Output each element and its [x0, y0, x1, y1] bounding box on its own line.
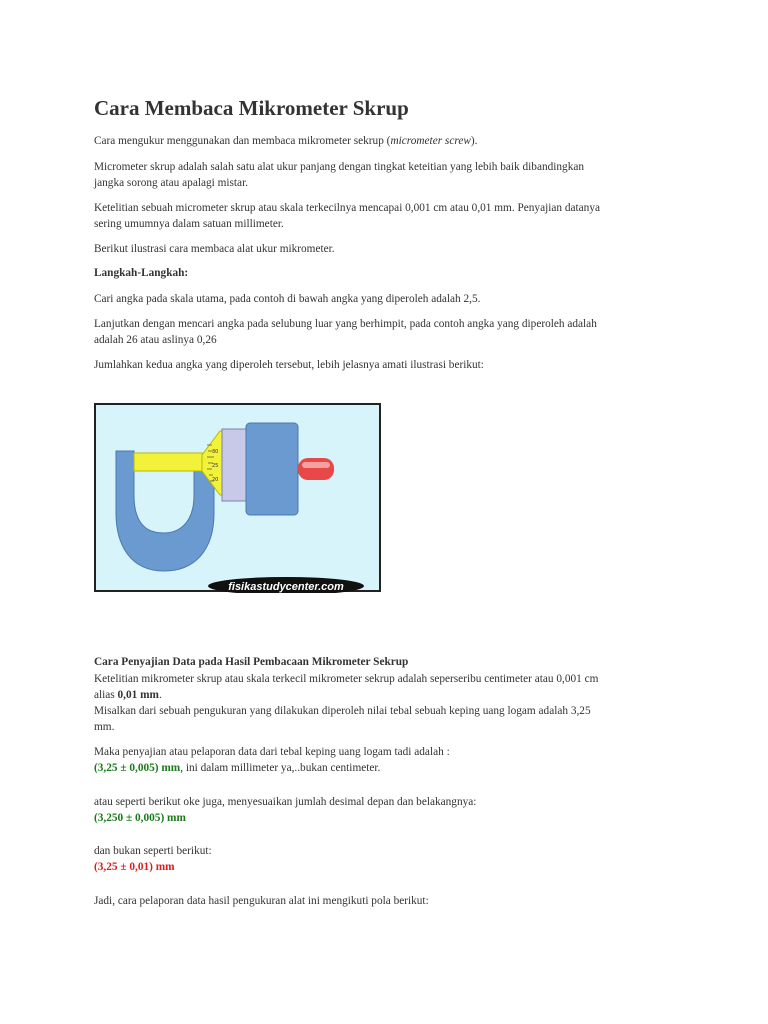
- micrometer-drawing: [94, 403, 382, 593]
- spindle: [134, 453, 209, 471]
- step-3: Jumlahkan kedua angka yang diperoleh tersebut, lebih jelasnya amati ilustrasi berikut:: [94, 359, 484, 371]
- precision-paragraph: [94, 200, 684, 232]
- step-2: [94, 316, 684, 348]
- alternative-intro: atau seperti berikut oke juga, menyesuaikan jumlah desimal depan dan belakangnya:: [94, 796, 477, 808]
- report-value-correct: (3,25 ± 0,005) mm: [94, 762, 181, 774]
- intro-paragraph: [94, 133, 684, 149]
- scale-number-3: 20: [212, 477, 219, 483]
- wrong-intro: dan bukan seperti berikut:: [94, 845, 212, 857]
- report-paragraph: [94, 744, 684, 776]
- report-value-wrong: (3,25 ± 0,01) mm: [94, 861, 175, 873]
- section-p1-line-2-suffix: .: [158, 689, 162, 701]
- precision-line-2: sering umumnya dalam satuan millimeter.: [94, 218, 284, 230]
- step-2-line-2: adalah 26 atau aslinya 0,26: [94, 334, 217, 346]
- watermark-text: fisikastudycenter.com: [228, 581, 344, 593]
- report-value-note: , ini dalam millimeter ya,..bukan centimeter.: [180, 762, 381, 774]
- report-intro: Maka penyajian atau pelaporan data dari tebal keping uang logam tadi adalah :: [94, 746, 450, 758]
- intro-end: ).: [470, 135, 478, 147]
- ratchet-knob: [246, 423, 298, 515]
- report-value-alternative: (3,250 ± 0,005) mm: [94, 812, 186, 824]
- alternative-paragraph: [94, 794, 684, 826]
- wrong-paragraph: [94, 843, 684, 875]
- intro-text: Cara mengukur menggunakan dan membaca mikrometer sekrup (: [94, 135, 391, 147]
- section-p1-line-2-prefix: alias: [94, 689, 118, 701]
- steps-heading: Langkah-Langkah:: [94, 267, 189, 279]
- thimble: [222, 429, 246, 501]
- micrometer-illustration: [94, 403, 382, 593]
- section-p1-line-1: Ketelitian mikrometer skrup atau skala terkecil mikrometer sekrup adalah seperseribu centimeter atau 0,001 cm: [94, 673, 599, 685]
- ratchet-cap: [298, 458, 334, 480]
- section-heading: Cara Penyajian Data pada Hasil Pembacaan Mikrometer Sekrup: [94, 656, 409, 668]
- section-paragraph-2: [94, 703, 684, 735]
- precision-line-1: Ketelitian sebuah micrometer skrup atau skala terkecilnya mencapai 0,001 cm atau 0,01 mm. Penyajian datanya: [94, 202, 600, 214]
- step-2-line-1: Lanjutkan dengan mencari angka pada selubung luar yang berhimpit, pada contoh angka yang diperoleh adalah: [94, 318, 597, 330]
- section-p1-bold-value: 0,01 mm: [117, 689, 159, 701]
- definition-line-1: Micrometer skrup adalah salah satu alat ukur panjang dengan tingkat keteitian yang lebih baik dibandingkan: [94, 161, 585, 173]
- definition-line-2: jangka sorong atau apalagi mistar.: [94, 177, 249, 189]
- scale-number-2: 25: [212, 463, 219, 469]
- section-p2-line-2: mm.: [94, 721, 115, 733]
- section-p2-line-1: Misalkan dari sebuah pengukuran yang dilakukan diperoleh nilai tebal sebuah keping uang logam adalah 3,25: [94, 705, 591, 717]
- page-title: Cara Membaca Mikrometer Skrup: [94, 96, 409, 120]
- illustration-paragraph: Berikut ilustrasi cara membaca alat ukur mikrometer.: [94, 243, 335, 255]
- closing-paragraph: Jadi, cara pelaporan data hasil pengukuran alat ini mengikuti pola berikut:: [94, 895, 429, 907]
- scale-number-1: 30: [212, 449, 219, 455]
- intro-italic-term: micrometer screw: [390, 135, 471, 147]
- step-1: Cari angka pada skala utama, pada contoh di bawah angka yang diperoleh adalah 2,5.: [94, 293, 481, 305]
- definition-paragraph: [94, 159, 684, 191]
- section-paragraph-1: [94, 671, 684, 703]
